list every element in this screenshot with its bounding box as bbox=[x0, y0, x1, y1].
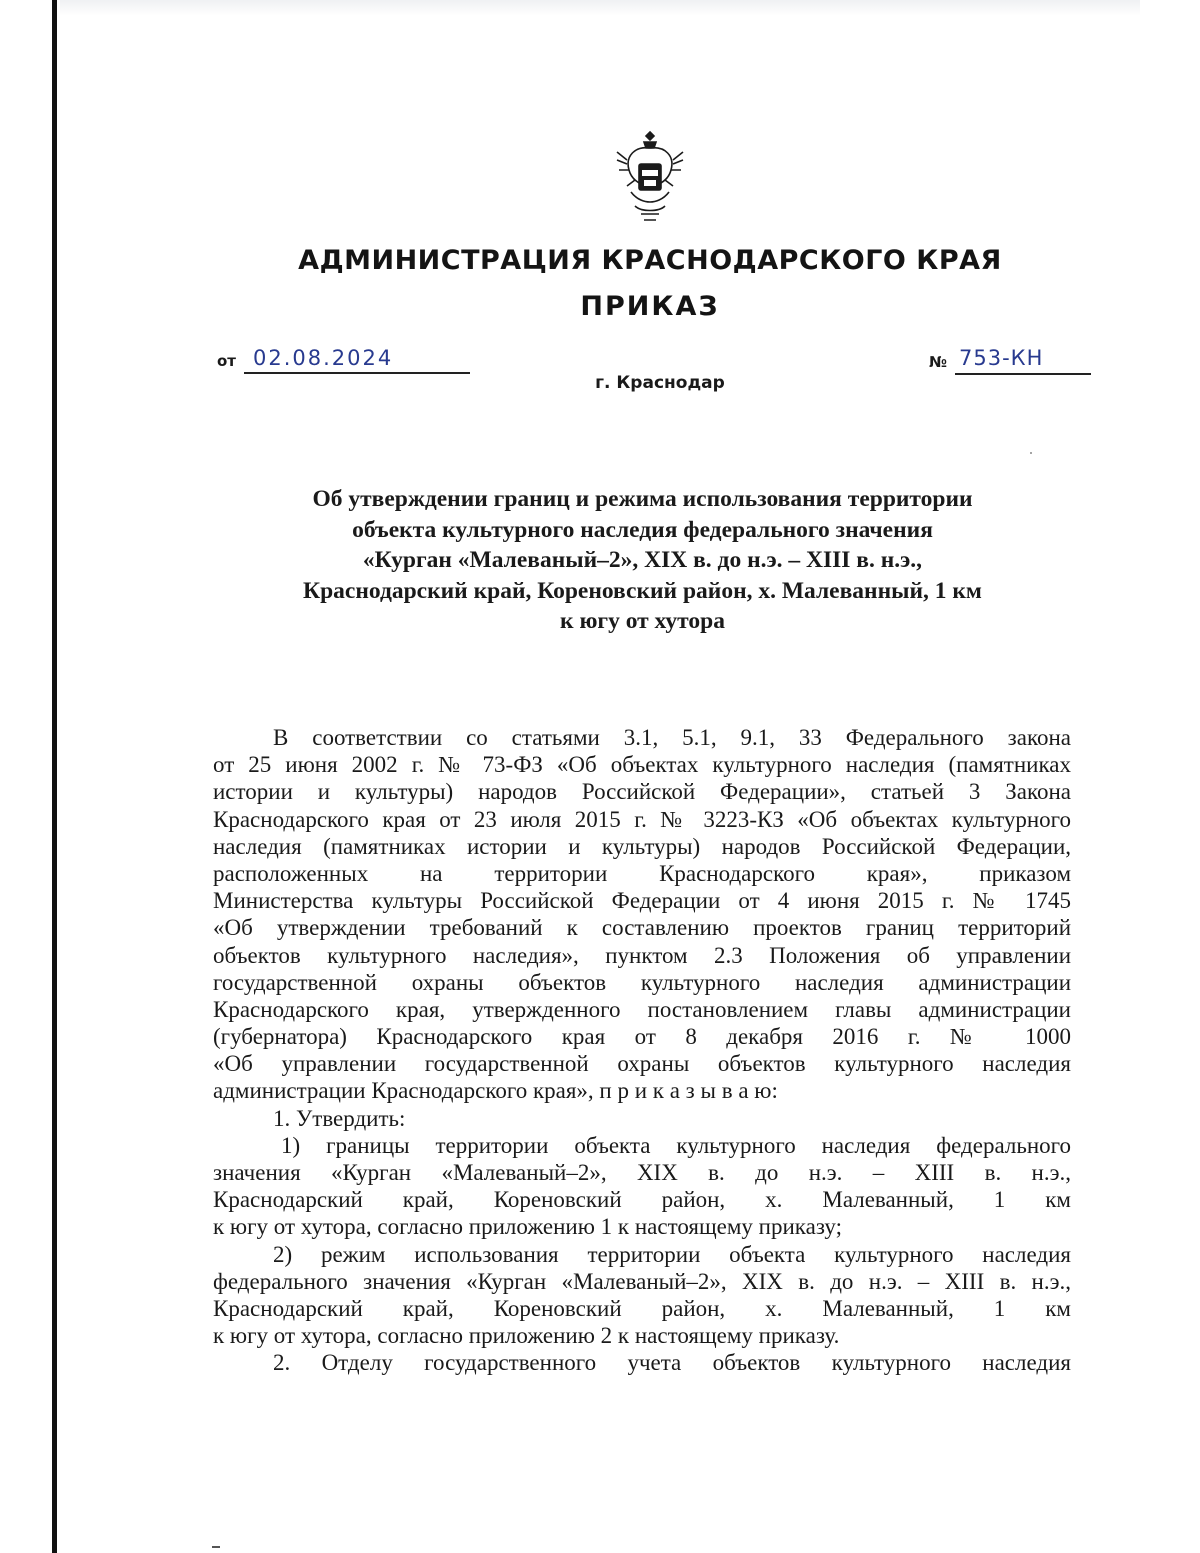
body-line: Краснодарского края от 23 июля 2015 г. № 3223-КЗ «Об объектах культурного bbox=[213, 806, 1071, 832]
body-line: администрации Краснодарского края», п р и к а з ы в а ю: bbox=[213, 1078, 778, 1104]
date-underline bbox=[244, 372, 470, 374]
subject-line: объекта культурного наследия федерального значения bbox=[352, 516, 933, 543]
body-line: В соответствии со статьями 3.1, 5.1, 9.1, 33 Федерального закона bbox=[273, 725, 1071, 750]
body-line: наследия (памятниках истории и культуры) народов Российской Федерации, bbox=[213, 833, 1071, 859]
date-prefix: от bbox=[217, 352, 236, 370]
body-line: значения «Курган «Малеваный–2», XIX в. до н.э. – XIII в. н.э., bbox=[213, 1160, 1071, 1185]
body-line: федерального значения «Курган «Малеваный–2», XIX в. до н.э. – XIII в. н.э., bbox=[213, 1268, 1071, 1294]
body-line: Краснодарский край, Кореновский район, х. Малеванный, 1 км bbox=[213, 1295, 1071, 1321]
body-line: государственной охраны объектов культурного наследия администрации bbox=[213, 969, 1071, 995]
number-prefix: № bbox=[929, 353, 948, 371]
coat-of-arms-emblem bbox=[611, 130, 689, 224]
date-handwritten-value: 02.08.2024 bbox=[253, 346, 394, 370]
body-line: 1) границы территории объекта культурного наследия федерального bbox=[281, 1132, 1071, 1158]
scan-left-edge-bar bbox=[52, 0, 57, 1553]
scan-speck bbox=[1030, 452, 1032, 454]
number-underline bbox=[955, 373, 1091, 375]
city-label: г. Краснодар bbox=[595, 373, 725, 393]
document-body bbox=[213, 724, 1071, 1377]
body-line: «Об управлении государственной охраны объектов культурного наследия bbox=[213, 1051, 1071, 1077]
body-line: к югу от хутора, согласно приложению 1 к настоящему приказу; bbox=[213, 1214, 843, 1240]
document-type-title: ПРИКАЗ bbox=[580, 291, 720, 322]
subject-line: Об утверждении границ и режима использования территории bbox=[312, 486, 973, 512]
body-line: 2. Отделу государственного учета объектов культурного наследия bbox=[273, 1350, 1071, 1376]
body-line: Краснодарский край, Кореновский район, х. Малеванный, 1 км bbox=[213, 1187, 1071, 1213]
body-line: 2) режим использования территории объекта культурного наследия bbox=[273, 1241, 1071, 1267]
body-line: объектов культурного наследия», пунктом 2.3 Положения об управлении bbox=[213, 942, 1071, 968]
scan-top-smudge bbox=[60, 0, 1140, 16]
body-line: (губернатора) Краснодарского края от 8 декабря 2016 г. № 1000 bbox=[213, 1024, 1071, 1050]
number-handwritten-value: 753-КН bbox=[959, 346, 1044, 370]
body-line: «Об утверждении требований к составлению проектов границ территорий bbox=[213, 915, 1071, 941]
subject-line: «Курган «Малеваный–2», XIX в. до н.э. – XIII в. н.э., bbox=[362, 547, 923, 573]
body-line: истории и культуры) народов Российской Федерации», статьей 3 Закона bbox=[213, 779, 1071, 805]
subject-line: к югу от хутора bbox=[560, 608, 725, 634]
subject-line: Краснодарский край, Кореновский район, х. Малеванный, 1 км bbox=[303, 577, 982, 604]
scan-bottom-mark bbox=[212, 1546, 220, 1548]
body-line: к югу от хутора, согласно приложению 2 к настоящему приказу. bbox=[213, 1323, 840, 1349]
body-line: расположенных на территории Краснодарского края», приказом bbox=[213, 860, 1071, 886]
body-line: Краснодарского края, утвержденного постановлением главы администрации bbox=[213, 996, 1071, 1022]
body-line: Министерства культуры Российской Федерации от 4 июня 2015 г. № 1745 bbox=[213, 888, 1071, 914]
body-line: от 25 июня 2002 г. № 73-ФЗ «Об объектах культурного наследия (памятниках bbox=[213, 752, 1071, 778]
organization-title: АДМИНИСТРАЦИЯ КРАСНОДАРСКОГО КРАЯ bbox=[298, 245, 1002, 276]
body-line: 1. Утвердить: bbox=[273, 1105, 406, 1131]
document-subject bbox=[200, 484, 1085, 637]
